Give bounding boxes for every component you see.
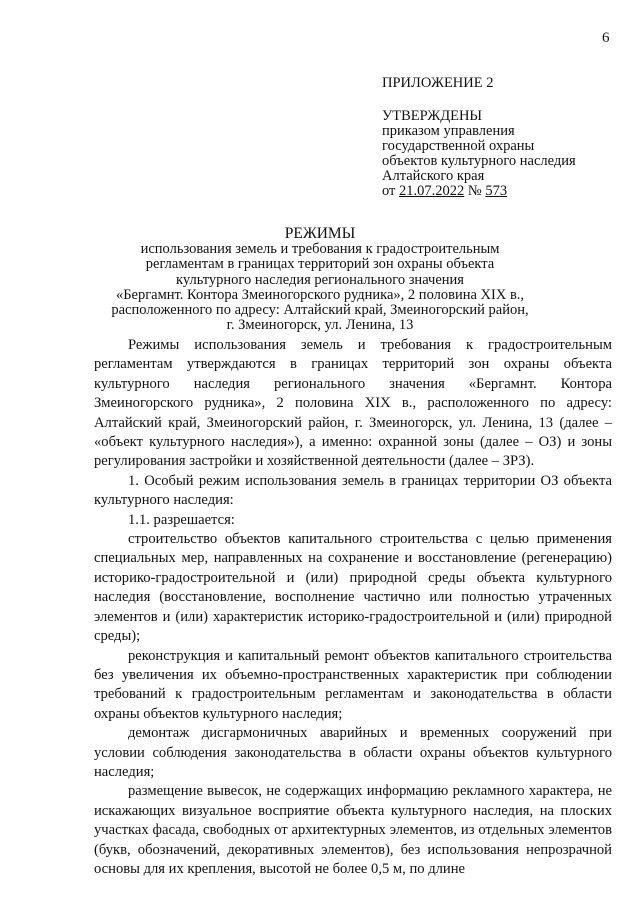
approval-date-line (382, 184, 622, 199)
title-heading: РЕЖИМЫ (284, 225, 356, 242)
paragraph-item: размещение вывесок, не содержащих информацию рекламного характера, не искажающих визуальное восприятие объекта культурного наследия, на плоских участках фасада, свободных от архитектурных элементов, из отдельных элементов (букв, обозначений, декоративных элементов), без использования непрозрачной основы для их крепления, высотой не более 0,5 м, по длине (94, 783, 612, 877)
approval-line: приказом управления (382, 123, 515, 139)
title-line: расположенного по адресу: Алтайский край, Змеиногорский район, (111, 302, 529, 319)
approval-line: государственной охраны (382, 138, 535, 154)
paragraph-item: реконструкция и капитальный ремонт объектов капитального строительства без увеличения их объемно-пространственных характеристик при соблюдении требований к градостроительным регламентам и законодательства в области охраны объектов культурного наследия; (94, 647, 612, 722)
approved-label: УТВЕРЖДЕНЫ (382, 108, 483, 124)
approval-number: 573 (485, 183, 508, 199)
title-line: культурного наследия регионального значения (176, 271, 464, 288)
approval-date: 21.07.2022 (399, 183, 465, 199)
approval-line: объектов культурного наследия (382, 153, 576, 169)
paragraph-item: строительство объектов капитального строительства с целью применения специальных мер, направленных на сохранение и восстановление (регенерацию) историко-градостроительной и (или) природной среды объекта культурного наследия (восстановление, восполнение частично или полностью утраченных элементов и (или) характеристик историко-градостроительной и (или) природной среды); (94, 531, 612, 645)
paragraph-section-1: 1. Особый режим использования земель в границах территории ОЗ объекта культурного наследия: (94, 472, 612, 509)
title-line: «Бергамнт. Контора Змеиногорского рудника», 2 половина XIX в., (115, 286, 525, 303)
title-line: г. Змеиногорск, ул. Ленина, 13 (226, 317, 414, 334)
paragraph-subsection-1-1: 1.1. разрешается: (128, 511, 235, 528)
paragraph-item: демонтаж дисгармоничных аварийных и временных сооружений при условии соблюдения законодательства в области охраны объектов культурного наследия; (94, 725, 612, 780)
page-number: 6 (602, 30, 610, 46)
date-prefix: от (382, 183, 396, 199)
number-sign: № (467, 183, 482, 199)
document-body (94, 336, 612, 879)
approval-block (382, 76, 622, 199)
paragraph-intro: Режимы использования земель и требования к градостроительным регламентам утверждаются в границах территорий зон охраны объекта культурного наследия регионального значения «Бергамнт. Контора Змеиногорского рудника», 2 половина XIX в., расположенного по адресу: Алтайский край, Змеиногорский район, г. Змеиногорск, ул. Ленина, 13 (далее – «объект культурного наследия»), а именно: охранной зоны (далее – ОЗ) и зоны регулирования застройки и хозяйственной деятельности (далее – ЗРЗ). (94, 337, 612, 470)
document-title (110, 226, 530, 333)
title-line: использования земель и требования к градостроительным (140, 241, 500, 258)
title-line: регламентам в границах территорий зон охраны объекта (145, 256, 495, 273)
approval-line: Алтайского края (382, 168, 485, 184)
appendix-label: ПРИЛОЖЕНИЕ 2 (382, 75, 494, 91)
